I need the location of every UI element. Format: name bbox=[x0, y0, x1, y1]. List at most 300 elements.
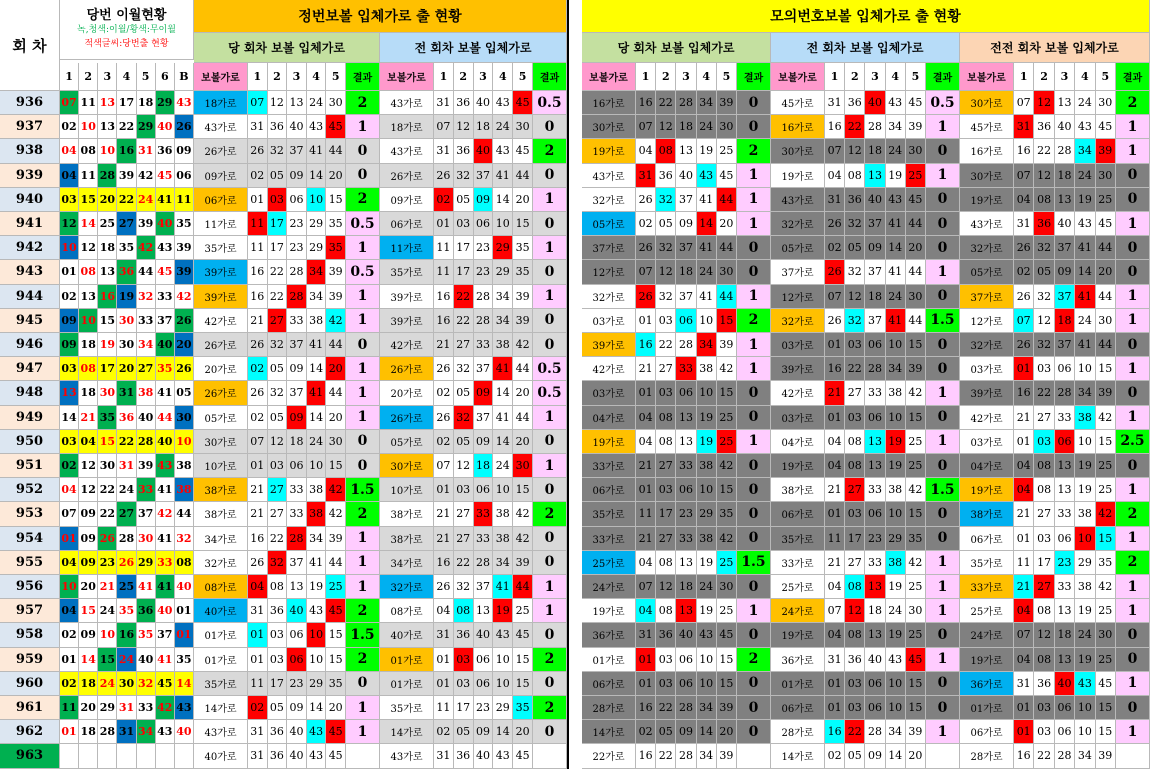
garo-cell[interactable]: 16가로 bbox=[960, 139, 1014, 163]
result-cell[interactable]: 1 bbox=[1116, 478, 1150, 502]
number-cell[interactable]: 01 bbox=[636, 381, 656, 405]
number-cell[interactable]: 14 bbox=[1075, 260, 1095, 284]
main-number-cell[interactable]: 09 bbox=[79, 527, 98, 551]
number-cell[interactable]: 09 bbox=[287, 406, 307, 430]
garo-cell[interactable]: 45가로 bbox=[960, 115, 1014, 139]
number-cell[interactable]: 42 bbox=[513, 502, 533, 526]
result-cell[interactable]: 1 bbox=[737, 285, 771, 309]
main-number-cell[interactable]: 26 bbox=[175, 115, 194, 139]
main-number-cell[interactable] bbox=[79, 744, 98, 768]
number-cell[interactable]: 30 bbox=[326, 430, 346, 454]
garo-cell[interactable]: 28가로 bbox=[771, 720, 825, 744]
garo-cell[interactable]: 33가로 bbox=[582, 527, 636, 551]
result-cell[interactable]: 1 bbox=[346, 406, 380, 430]
number-cell[interactable]: 25 bbox=[1096, 454, 1116, 478]
round-cell[interactable]: 942 bbox=[0, 236, 60, 260]
number-cell[interactable]: 18 bbox=[676, 575, 696, 599]
main-col-header-5[interactable]: 5 bbox=[137, 63, 156, 91]
number-cell[interactable]: 30 bbox=[1096, 623, 1116, 647]
main-number-cell[interactable]: 23 bbox=[98, 551, 117, 575]
main-number-cell[interactable]: 04 bbox=[60, 599, 79, 623]
number-cell[interactable]: 42 bbox=[1096, 406, 1116, 430]
garo-cell[interactable]: 39가로 bbox=[194, 285, 248, 309]
number-cell[interactable]: 39 bbox=[326, 260, 346, 284]
number-cell[interactable]: 32 bbox=[656, 236, 676, 260]
main-number-cell[interactable]: 41 bbox=[137, 575, 156, 599]
number-cell[interactable]: 40 bbox=[1055, 115, 1075, 139]
number-cell[interactable]: 44 bbox=[1096, 285, 1116, 309]
garo-cell[interactable]: 39가로 bbox=[960, 381, 1014, 405]
number-cell[interactable]: 22 bbox=[268, 260, 288, 284]
garo-cell[interactable]: 40가로 bbox=[194, 744, 248, 768]
round-cell[interactable]: 950 bbox=[0, 430, 60, 454]
garo-cell[interactable]: 18가로 bbox=[194, 91, 248, 115]
garo-cell[interactable]: 39가로 bbox=[380, 285, 434, 309]
number-cell[interactable]: 02 bbox=[248, 357, 268, 381]
col-header-5[interactable]: 5 bbox=[326, 63, 346, 91]
number-cell[interactable]: 36 bbox=[1034, 672, 1054, 696]
number-cell[interactable]: 16 bbox=[636, 333, 656, 357]
garo-cell[interactable]: 30가로 bbox=[771, 139, 825, 163]
number-cell[interactable]: 08 bbox=[1034, 648, 1054, 672]
number-cell[interactable]: 03 bbox=[845, 502, 865, 526]
main-number-cell[interactable]: 17 bbox=[117, 91, 136, 115]
main-number-cell[interactable]: 07 bbox=[60, 91, 79, 115]
number-cell[interactable]: 25 bbox=[906, 623, 926, 647]
result-cell[interactable]: 0.5 bbox=[926, 91, 960, 115]
number-cell[interactable]: 03 bbox=[656, 381, 676, 405]
number-cell[interactable]: 34 bbox=[697, 91, 717, 115]
number-cell[interactable]: 25 bbox=[717, 139, 737, 163]
col-header-5[interactable]: 5 bbox=[1096, 63, 1116, 91]
number-cell[interactable]: 07 bbox=[825, 285, 845, 309]
garo-cell[interactable]: 01가로 bbox=[194, 648, 248, 672]
number-cell[interactable]: 10 bbox=[697, 648, 717, 672]
number-cell[interactable]: 20 bbox=[1096, 260, 1116, 284]
number-cell[interactable]: 15 bbox=[326, 454, 346, 478]
left-section-title[interactable]: 정번보볼 입체가로 출 현황 bbox=[194, 0, 567, 33]
garo-cell[interactable]: 42가로 bbox=[960, 406, 1014, 430]
main-number-cell[interactable]: 16 bbox=[117, 139, 136, 163]
number-cell[interactable]: 08 bbox=[656, 551, 676, 575]
main-number-cell[interactable]: 30 bbox=[98, 454, 117, 478]
number-cell[interactable]: 14 bbox=[493, 430, 513, 454]
number-cell[interactable]: 01 bbox=[434, 648, 454, 672]
main-col-header-B[interactable]: B bbox=[175, 63, 194, 91]
result-cell[interactable]: 0 bbox=[926, 357, 960, 381]
main-number-cell[interactable]: 20 bbox=[98, 188, 117, 212]
main-number-cell[interactable]: 22 bbox=[98, 478, 117, 502]
result-cell[interactable]: 1 bbox=[346, 551, 380, 575]
number-cell[interactable]: 35 bbox=[513, 696, 533, 720]
result-cell[interactable]: 1 bbox=[737, 333, 771, 357]
number-cell[interactable]: 30 bbox=[906, 285, 926, 309]
round-cell[interactable]: 959 bbox=[0, 648, 60, 672]
result-cell[interactable]: 1 bbox=[346, 575, 380, 599]
main-number-cell[interactable]: 45 bbox=[156, 260, 175, 284]
number-cell[interactable]: 43 bbox=[307, 599, 327, 623]
number-cell[interactable]: 02 bbox=[248, 406, 268, 430]
number-cell[interactable]: 14 bbox=[493, 188, 513, 212]
round-cell[interactable]: 958 bbox=[0, 623, 60, 647]
main-number-cell[interactable]: 03 bbox=[60, 430, 79, 454]
garo-cell[interactable]: 26가로 bbox=[380, 357, 434, 381]
number-cell[interactable]: 37 bbox=[287, 381, 307, 405]
round-cell[interactable]: 937 bbox=[0, 115, 60, 139]
number-cell[interactable]: 38 bbox=[307, 478, 327, 502]
main-number-cell[interactable]: 31 bbox=[117, 696, 136, 720]
number-cell[interactable]: 45 bbox=[326, 744, 346, 768]
result-cell[interactable]: 0 bbox=[533, 164, 567, 188]
main-number-cell[interactable]: 18 bbox=[137, 91, 156, 115]
number-cell[interactable]: 21 bbox=[248, 478, 268, 502]
main-number-cell[interactable]: 33 bbox=[137, 478, 156, 502]
number-cell[interactable]: 03 bbox=[656, 648, 676, 672]
result-cell[interactable]: 2.5 bbox=[1116, 430, 1150, 454]
main-number-cell[interactable]: 37 bbox=[137, 502, 156, 526]
number-cell[interactable]: 26 bbox=[636, 285, 656, 309]
number-cell[interactable]: 01 bbox=[1014, 357, 1034, 381]
number-cell[interactable]: 01 bbox=[248, 188, 268, 212]
number-cell[interactable]: 45 bbox=[326, 599, 346, 623]
main-number-cell[interactable]: 30 bbox=[98, 381, 117, 405]
number-cell[interactable]: 33 bbox=[865, 551, 885, 575]
number-cell[interactable]: 33 bbox=[865, 478, 885, 502]
number-cell[interactable]: 39 bbox=[906, 357, 926, 381]
garo-cell[interactable]: 42가로 bbox=[771, 381, 825, 405]
number-cell[interactable]: 06 bbox=[1055, 357, 1075, 381]
result-cell[interactable]: 0 bbox=[737, 91, 771, 115]
garo-cell[interactable]: 06가로 bbox=[771, 696, 825, 720]
garo-cell[interactable]: 12가로 bbox=[771, 285, 825, 309]
number-cell[interactable]: 31 bbox=[434, 139, 454, 163]
number-cell[interactable]: 14 bbox=[886, 744, 906, 768]
main-number-cell[interactable]: 32 bbox=[137, 672, 156, 696]
result-cell[interactable]: 0 bbox=[533, 551, 567, 575]
number-cell[interactable]: 37 bbox=[287, 333, 307, 357]
number-cell[interactable]: 16 bbox=[636, 696, 656, 720]
number-cell[interactable]: 30 bbox=[906, 139, 926, 163]
number-cell[interactable]: 05 bbox=[268, 696, 288, 720]
number-cell[interactable]: 24 bbox=[307, 430, 327, 454]
number-cell[interactable]: 26 bbox=[1014, 285, 1034, 309]
number-cell[interactable]: 25 bbox=[906, 164, 926, 188]
main-number-cell[interactable]: 39 bbox=[117, 164, 136, 188]
number-cell[interactable]: 15 bbox=[1096, 720, 1116, 744]
number-cell[interactable]: 25 bbox=[1096, 188, 1116, 212]
garo-cell[interactable]: 39가로 bbox=[771, 357, 825, 381]
main-number-cell[interactable] bbox=[137, 744, 156, 768]
number-cell[interactable]: 45 bbox=[513, 91, 533, 115]
number-cell[interactable]: 41 bbox=[307, 139, 327, 163]
number-cell[interactable]: 21 bbox=[825, 478, 845, 502]
number-cell[interactable]: 35 bbox=[326, 236, 346, 260]
result-cell[interactable]: 2 bbox=[737, 309, 771, 333]
number-cell[interactable]: 06 bbox=[1055, 430, 1075, 454]
number-cell[interactable]: 06 bbox=[676, 478, 696, 502]
number-cell[interactable]: 42 bbox=[906, 551, 926, 575]
result-cell[interactable]: 2 bbox=[346, 91, 380, 115]
number-cell[interactable]: 39 bbox=[326, 285, 346, 309]
garo-cell[interactable]: 35가로 bbox=[194, 236, 248, 260]
round-cell[interactable]: 960 bbox=[0, 672, 60, 696]
number-cell[interactable]: 25 bbox=[326, 575, 346, 599]
result-cell[interactable]: 0.5 bbox=[346, 260, 380, 284]
result-cell[interactable]: 1 bbox=[1116, 115, 1150, 139]
number-cell[interactable]: 32 bbox=[845, 309, 865, 333]
garo-cell[interactable]: 14가로 bbox=[194, 696, 248, 720]
number-cell[interactable]: 10 bbox=[886, 502, 906, 526]
main-number-cell[interactable]: 28 bbox=[137, 430, 156, 454]
garo-cell[interactable]: 12가로 bbox=[582, 260, 636, 284]
main-number-cell[interactable]: 31 bbox=[117, 381, 136, 405]
main-number-cell[interactable]: 01 bbox=[60, 648, 79, 672]
number-cell[interactable]: 03 bbox=[268, 648, 288, 672]
main-number-cell[interactable]: 32 bbox=[175, 527, 194, 551]
main-number-cell[interactable]: 29 bbox=[137, 551, 156, 575]
main-number-cell[interactable]: 14 bbox=[60, 406, 79, 430]
number-cell[interactable]: 38 bbox=[493, 527, 513, 551]
main-number-cell[interactable]: 08 bbox=[79, 260, 98, 284]
result-cell[interactable]: 1 bbox=[1116, 285, 1150, 309]
number-cell[interactable]: 12 bbox=[656, 260, 676, 284]
main-number-cell[interactable]: 31 bbox=[117, 454, 136, 478]
main-number-cell[interactable]: 42 bbox=[175, 285, 194, 309]
garo-cell[interactable]: 19가로 bbox=[771, 454, 825, 478]
garo-cell[interactable]: 35가로 bbox=[771, 527, 825, 551]
col-header-3[interactable]: 3 bbox=[676, 63, 696, 91]
number-cell[interactable]: 38 bbox=[1075, 406, 1095, 430]
number-cell[interactable]: 21 bbox=[825, 551, 845, 575]
col-header-2[interactable]: 2 bbox=[656, 63, 676, 91]
number-cell[interactable]: 13 bbox=[287, 91, 307, 115]
garo-cell[interactable]: 30가로 bbox=[960, 91, 1014, 115]
number-cell[interactable]: 40 bbox=[676, 164, 696, 188]
main-number-cell[interactable]: 04 bbox=[60, 478, 79, 502]
number-cell[interactable]: 08 bbox=[656, 139, 676, 163]
number-cell[interactable]: 34 bbox=[307, 285, 327, 309]
number-cell[interactable]: 44 bbox=[513, 406, 533, 430]
number-cell[interactable]: 38 bbox=[1075, 502, 1095, 526]
number-cell[interactable]: 18 bbox=[1055, 164, 1075, 188]
number-cell[interactable]: 40 bbox=[1055, 212, 1075, 236]
result-cell[interactable]: 0 bbox=[926, 285, 960, 309]
main-number-cell[interactable]: 13 bbox=[60, 381, 79, 405]
number-cell[interactable]: 36 bbox=[454, 139, 474, 163]
number-cell[interactable]: 28 bbox=[1055, 381, 1075, 405]
main-number-cell[interactable]: 27 bbox=[117, 502, 136, 526]
main-number-cell[interactable]: 12 bbox=[79, 478, 98, 502]
garo-cell[interactable]: 18가로 bbox=[380, 115, 434, 139]
garo-cell[interactable]: 06가로 bbox=[380, 212, 434, 236]
number-cell[interactable]: 36 bbox=[454, 623, 474, 647]
number-cell[interactable]: 32 bbox=[268, 139, 288, 163]
number-cell[interactable]: 18 bbox=[1055, 309, 1075, 333]
number-cell[interactable]: 20 bbox=[326, 696, 346, 720]
main-number-cell[interactable]: 15 bbox=[98, 648, 117, 672]
garo-cell[interactable]: 43가로 bbox=[380, 91, 434, 115]
result-cell[interactable]: 0 bbox=[737, 502, 771, 526]
result-cell[interactable]: 0 bbox=[533, 115, 567, 139]
main-number-cell[interactable]: 34 bbox=[137, 333, 156, 357]
garo-header[interactable]: 보볼가로 bbox=[960, 63, 1014, 91]
number-cell[interactable]: 37 bbox=[474, 164, 494, 188]
round-cell[interactable]: 936 bbox=[0, 91, 60, 115]
number-cell[interactable]: 44 bbox=[1096, 333, 1116, 357]
result-cell[interactable]: 0 bbox=[926, 236, 960, 260]
number-cell[interactable]: 41 bbox=[493, 357, 513, 381]
number-cell[interactable]: 22 bbox=[454, 551, 474, 575]
main-number-cell[interactable]: 32 bbox=[137, 285, 156, 309]
result-cell[interactable]: 1 bbox=[1116, 309, 1150, 333]
round-cell[interactable]: 945 bbox=[0, 309, 60, 333]
number-cell[interactable]: 28 bbox=[287, 260, 307, 284]
result-cell[interactable]: 0 bbox=[1116, 188, 1150, 212]
number-cell[interactable]: 45 bbox=[717, 164, 737, 188]
number-cell[interactable]: 23 bbox=[1055, 551, 1075, 575]
garo-cell[interactable]: 16가로 bbox=[582, 91, 636, 115]
number-cell[interactable]: 31 bbox=[434, 744, 454, 768]
main-number-cell[interactable]: 18 bbox=[79, 381, 98, 405]
number-cell[interactable]: 34 bbox=[1075, 381, 1095, 405]
number-cell[interactable]: 03 bbox=[268, 623, 288, 647]
main-number-cell[interactable]: 13 bbox=[79, 285, 98, 309]
result-header[interactable]: 결과 bbox=[533, 63, 567, 91]
number-cell[interactable]: 13 bbox=[1055, 454, 1075, 478]
round-cell[interactable]: 954 bbox=[0, 527, 60, 551]
number-cell[interactable]: 21 bbox=[636, 357, 656, 381]
garo-cell[interactable]: 09가로 bbox=[194, 164, 248, 188]
garo-cell[interactable]: 32가로 bbox=[960, 236, 1014, 260]
number-cell[interactable]: 24 bbox=[697, 115, 717, 139]
result-cell[interactable]: 0 bbox=[1116, 333, 1150, 357]
garo-cell[interactable]: 38가로 bbox=[380, 502, 434, 526]
number-cell[interactable]: 41 bbox=[307, 551, 327, 575]
result-cell[interactable]: 1 bbox=[1116, 139, 1150, 163]
number-cell[interactable]: 03 bbox=[454, 648, 474, 672]
garo-header[interactable]: 보볼가로 bbox=[194, 63, 248, 91]
round-cell[interactable]: 963 bbox=[0, 744, 60, 768]
main-number-cell[interactable]: 15 bbox=[79, 188, 98, 212]
number-cell[interactable]: 06 bbox=[474, 478, 494, 502]
number-cell[interactable]: 44 bbox=[906, 309, 926, 333]
main-col-header-4[interactable]: 4 bbox=[117, 63, 136, 91]
number-cell[interactable]: 34 bbox=[886, 115, 906, 139]
number-cell[interactable]: 04 bbox=[1014, 188, 1034, 212]
number-cell[interactable]: 17 bbox=[268, 212, 288, 236]
number-cell[interactable]: 07 bbox=[636, 260, 656, 284]
number-cell[interactable]: 13 bbox=[1055, 599, 1075, 623]
number-cell[interactable]: 28 bbox=[287, 285, 307, 309]
number-cell[interactable]: 41 bbox=[493, 164, 513, 188]
number-cell[interactable]: 40 bbox=[287, 720, 307, 744]
garo-cell[interactable]: 06가로 bbox=[582, 672, 636, 696]
result-cell[interactable]: 0 bbox=[737, 478, 771, 502]
main-number-cell[interactable]: 16 bbox=[98, 285, 117, 309]
result-cell[interactable]: 1 bbox=[346, 381, 380, 405]
result-cell[interactable]: 2 bbox=[1116, 551, 1150, 575]
number-cell[interactable]: 06 bbox=[474, 212, 494, 236]
number-cell[interactable]: 11 bbox=[434, 696, 454, 720]
garo-cell[interactable]: 05가로 bbox=[960, 260, 1014, 284]
number-cell[interactable]: 27 bbox=[1034, 502, 1054, 526]
garo-cell[interactable]: 19가로 bbox=[960, 648, 1014, 672]
number-cell[interactable]: 10 bbox=[307, 454, 327, 478]
result-cell[interactable]: 2 bbox=[533, 648, 567, 672]
number-cell[interactable]: 24 bbox=[886, 599, 906, 623]
number-cell[interactable]: 18 bbox=[1055, 623, 1075, 647]
number-cell[interactable]: 29 bbox=[493, 696, 513, 720]
number-cell[interactable]: 28 bbox=[865, 720, 885, 744]
number-cell[interactable]: 27 bbox=[268, 309, 288, 333]
result-cell[interactable]: 1.5 bbox=[926, 309, 960, 333]
garo-cell[interactable]: 39가로 bbox=[380, 309, 434, 333]
number-cell[interactable]: 01 bbox=[1014, 430, 1034, 454]
garo-cell[interactable]: 33가로 bbox=[771, 551, 825, 575]
number-cell[interactable]: 03 bbox=[845, 696, 865, 720]
main-number-cell[interactable]: 26 bbox=[98, 527, 117, 551]
number-cell[interactable]: 31 bbox=[434, 623, 454, 647]
number-cell[interactable]: 01 bbox=[825, 502, 845, 526]
garo-cell[interactable]: 19가로 bbox=[771, 623, 825, 647]
round-cell[interactable]: 943 bbox=[0, 260, 60, 284]
number-cell[interactable]: 42 bbox=[326, 502, 346, 526]
main-number-cell[interactable]: 25 bbox=[98, 212, 117, 236]
number-cell[interactable]: 18 bbox=[676, 260, 696, 284]
garo-cell[interactable]: 06가로 bbox=[194, 188, 248, 212]
garo-cell[interactable]: 32가로 bbox=[582, 188, 636, 212]
number-cell[interactable]: 27 bbox=[845, 381, 865, 405]
main-number-cell[interactable]: 30 bbox=[175, 406, 194, 430]
number-cell[interactable]: 04 bbox=[1014, 454, 1034, 478]
number-cell[interactable]: 12 bbox=[845, 599, 865, 623]
number-cell[interactable]: 44 bbox=[513, 164, 533, 188]
result-cell[interactable]: 2 bbox=[1116, 91, 1150, 115]
number-cell[interactable]: 01 bbox=[825, 406, 845, 430]
number-cell[interactable]: 28 bbox=[1055, 744, 1075, 768]
number-cell[interactable]: 36 bbox=[845, 188, 865, 212]
main-number-cell[interactable]: 30 bbox=[137, 527, 156, 551]
garo-cell[interactable]: 26가로 bbox=[380, 406, 434, 430]
round-cell[interactable]: 946 bbox=[0, 333, 60, 357]
main-number-cell[interactable]: 36 bbox=[117, 406, 136, 430]
garo-cell[interactable]: 30가로 bbox=[194, 430, 248, 454]
number-cell[interactable]: 43 bbox=[886, 648, 906, 672]
main-number-cell[interactable]: 10 bbox=[98, 139, 117, 163]
number-cell[interactable]: 06 bbox=[865, 672, 885, 696]
number-cell[interactable]: 03 bbox=[1034, 696, 1054, 720]
number-cell[interactable]: 43 bbox=[1075, 212, 1095, 236]
number-cell[interactable]: 29 bbox=[307, 672, 327, 696]
result-cell[interactable]: 1 bbox=[926, 720, 960, 744]
number-cell[interactable]: 02 bbox=[434, 188, 454, 212]
number-cell[interactable]: 24 bbox=[1075, 309, 1095, 333]
number-cell[interactable]: 24 bbox=[886, 139, 906, 163]
result-cell[interactable]: 0 bbox=[1116, 623, 1150, 647]
main-number-cell[interactable]: 40 bbox=[137, 406, 156, 430]
main-number-cell[interactable]: 40 bbox=[137, 648, 156, 672]
number-cell[interactable]: 27 bbox=[1034, 575, 1054, 599]
garo-cell[interactable]: 01가로 bbox=[380, 672, 434, 696]
main-number-cell[interactable]: 38 bbox=[137, 381, 156, 405]
result-cell[interactable]: 1.5 bbox=[346, 478, 380, 502]
number-cell[interactable]: 30 bbox=[326, 91, 346, 115]
number-cell[interactable]: 18 bbox=[676, 115, 696, 139]
number-cell[interactable]: 09 bbox=[474, 430, 494, 454]
main-col-header-6[interactable]: 6 bbox=[156, 63, 175, 91]
result-cell[interactable]: 1 bbox=[737, 357, 771, 381]
number-cell[interactable]: 08 bbox=[845, 454, 865, 478]
